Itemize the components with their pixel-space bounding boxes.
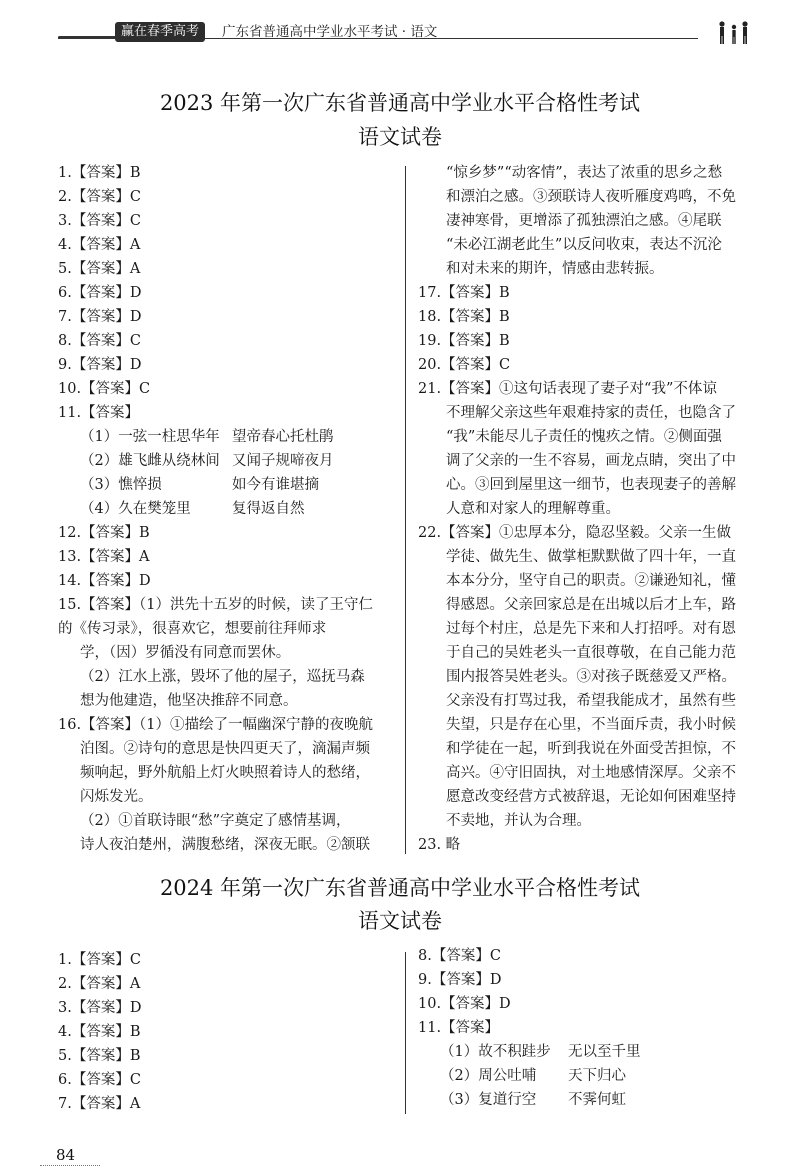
verse-pair	[418, 1088, 758, 1112]
verse-first: （2）周公吐哺	[440, 1068, 537, 1084]
answer-item: 2.【答案】C	[58, 189, 141, 205]
answer-text-line: 频响起，野外航船上灯火映照着诗人的愁绪，	[80, 765, 370, 781]
answer-text-line: 22.【答案】①忠厚本分，隐忍坚毅。父亲一生做	[418, 525, 732, 541]
answer-item: 5.【答案】B	[58, 1048, 141, 1064]
answer-item: 13.【答案】A	[58, 549, 150, 565]
answer-text-line: 凄神寒骨，更增添了孤独漂泊之感。④尾联	[446, 213, 722, 229]
column-divider	[405, 952, 406, 1114]
verse-second: 天下归心	[568, 1068, 626, 1084]
answer-text-line: 得感恩。父亲回家总是在出城以后才上车，路	[446, 597, 736, 613]
verse-pair	[58, 473, 398, 497]
answer-text-line: 21.【答案】①这句话表现了妻子对“我”不体谅	[418, 381, 717, 397]
section2-left-column	[58, 948, 378, 1116]
section1-subtitle: 语文试卷	[358, 125, 442, 149]
answer-text-line: 16.【答案】（1）①描绘了一幅幽深宁静的夜晚航	[58, 717, 374, 733]
answer-item: 5.【答案】A	[58, 261, 141, 277]
answer-text-line: 和学徒在一起，听到我说在外面受苦担惊，不	[446, 741, 736, 757]
section1-title: 2023 年第一次广东省普通高中学业水平合格性考试	[159, 91, 641, 115]
answer-text-line: 和漂泊之感。③颈联诗人夜听雁度鸡鸣，不免	[446, 189, 736, 205]
answer-item: 1.【答案】C	[58, 952, 141, 968]
walking-people-icon	[714, 20, 754, 46]
verse-second: 复得返自然	[232, 501, 305, 517]
verse-pair	[58, 449, 398, 473]
answer-text-line: 愿意改变经营方式被辞退，无论如何困难坚持	[446, 789, 736, 805]
answer-text-line: “惊乡梦”“动客情”，表达了浓重的思乡之愁	[446, 165, 723, 181]
answer-text-line: 不理解父亲这些年艰难持家的责任，也隐含了	[446, 405, 736, 421]
answer-text-line: 人意和对家人的理解尊重。	[446, 501, 620, 517]
page-number: 84	[56, 1146, 76, 1164]
section1-left-column	[58, 161, 398, 857]
answer-item: 1.【答案】B	[58, 165, 141, 181]
page-number-rule	[40, 1165, 100, 1166]
answer-text-line: 失望，只是存在心里，不当面斥责，我小时候	[446, 717, 736, 733]
answer-item: 10.【答案】D	[418, 996, 511, 1012]
answer-item: 8.【答案】C	[58, 333, 141, 349]
answer-item: 8.【答案】C	[418, 948, 501, 964]
answer-text-line: 不卖地，并认为合理。	[446, 813, 591, 829]
page-header	[0, 0, 800, 52]
answer-item: 11.【答案】	[418, 1020, 500, 1036]
answer-text-line: “我”未能尽儿子责任的愧疚之情。②侧面强	[446, 429, 722, 445]
answer-item: 10.【答案】C	[58, 381, 151, 397]
answer-text-line: 泊图。②诗句的意思是快四更天了，滴漏声频	[80, 741, 370, 757]
answer-item: 6.【答案】C	[58, 1072, 141, 1088]
answer-text-line: 学，（因）罗循没有同意而罢休。	[80, 645, 291, 661]
verse-second: 不霁何虹	[568, 1092, 626, 1108]
answer-item: 7.【答案】D	[58, 309, 142, 325]
verse-first: （1）故不积跬步	[440, 1044, 551, 1060]
answer-text-line: 想为他建造，他坚决推辞不同意。	[80, 693, 298, 709]
answer-item: 3.【答案】D	[58, 1000, 142, 1016]
answer-text-line: 心。③回到屋里这一细节，也表现妻子的善解	[446, 477, 736, 493]
section1-right-column	[418, 161, 758, 857]
verse-first: （3）复道行空	[440, 1092, 537, 1108]
verse-first: （4）久在樊笼里	[80, 501, 191, 517]
answer-item: 23. 略	[418, 837, 461, 853]
answer-text-line: （2）江水上涨，毁坏了他的屋子，巡抚马森	[80, 669, 365, 685]
answer-text-line: 学徒、做先生、做掌柜默默做了四十年，一直	[446, 549, 736, 565]
answer-text-line: 围内报答吴姓老头。③对孩子既慈爱又严格。	[446, 669, 736, 685]
answer-item: 3.【答案】C	[58, 213, 141, 229]
verse-first: （2）雄飞雌从绕林间	[80, 453, 220, 469]
verse-pair	[418, 1064, 758, 1088]
answer-text-line: “未必江湖老此生”以反问收束，表达不沉沦	[446, 237, 722, 253]
answer-item: 19.【答案】B	[418, 333, 510, 349]
verse-pair	[418, 1040, 758, 1064]
verse-pair	[58, 497, 398, 521]
verse-pair	[58, 425, 398, 449]
answer-item: 20.【答案】C	[418, 357, 511, 373]
answer-item: 7.【答案】A	[58, 1096, 141, 1112]
answer-item: 6.【答案】D	[58, 285, 142, 301]
answer-item: 9.【答案】D	[418, 972, 502, 988]
answer-item: 11.【答案】	[58, 405, 140, 421]
answer-item: 9.【答案】D	[58, 357, 142, 373]
answer-item: 4.【答案】B	[58, 1024, 141, 1040]
answer-text-line: 15.【答案】（1）洪先十五岁的时候，读了王守仁	[58, 597, 374, 613]
answer-text-line: （2）①首联诗眼“愁”字奠定了感情基调，	[80, 813, 351, 829]
answer-text-line: 过每个村庄，总是先下来和人打招呼。对有恩	[446, 621, 736, 637]
header-title: 广东省普通高中学业水平考试 · 语文	[222, 24, 438, 40]
answer-text-line: 诗人夜泊楚州，满腹愁绪，深夜无眠。②颔联	[80, 837, 370, 853]
verse-second: 又闻子规啼夜月	[232, 453, 334, 469]
answer-text-line: 高兴。④守旧固执，对土地感情深厚。父亲不	[446, 765, 736, 781]
verse-first: （1）一弦一柱思华年	[80, 429, 220, 445]
answer-text-line: 本本分分，坚守自己的职责。②谦逊知礼，懂	[446, 573, 736, 589]
answer-item: 4.【答案】A	[58, 237, 141, 253]
answer-text-line: 的《传习录》，很喜欢它，想要前往拜师求	[58, 621, 327, 637]
answer-item: 17.【答案】B	[418, 285, 510, 301]
answer-text-line: 父亲没有打骂过我，希望我能成才，虽然有些	[446, 693, 736, 709]
column-divider	[405, 166, 406, 854]
answer-text-line: 调了父亲的一生不容易，画龙点睛，突出了中	[446, 453, 736, 469]
section2-title: 2024 年第一次广东省普通高中学业水平合格性考试	[159, 876, 641, 900]
section2-right-column	[418, 944, 758, 1112]
answer-item: 18.【答案】B	[418, 309, 510, 325]
verse-second: 无以至千里	[568, 1044, 641, 1060]
verse-second: 望帝春心托杜鹃	[232, 429, 334, 445]
verse-first: （3）憔悴损	[80, 477, 162, 493]
header-brand: 赢在春季高考	[115, 22, 205, 42]
answer-text-line: 于自己的吴姓老头一直很尊敬，在自己能力范	[446, 645, 736, 661]
answer-text-line: 和对未来的期许，情感由悲转振。	[446, 261, 664, 277]
verse-second: 如今有谁堪摘	[232, 477, 319, 493]
answer-text-line: 闪烁发光。	[80, 789, 153, 805]
section2-subtitle: 语文试卷	[358, 909, 442, 933]
answer-item: 2.【答案】A	[58, 976, 141, 992]
answer-item: 12.【答案】B	[58, 525, 150, 541]
answer-item: 14.【答案】D	[58, 573, 151, 589]
